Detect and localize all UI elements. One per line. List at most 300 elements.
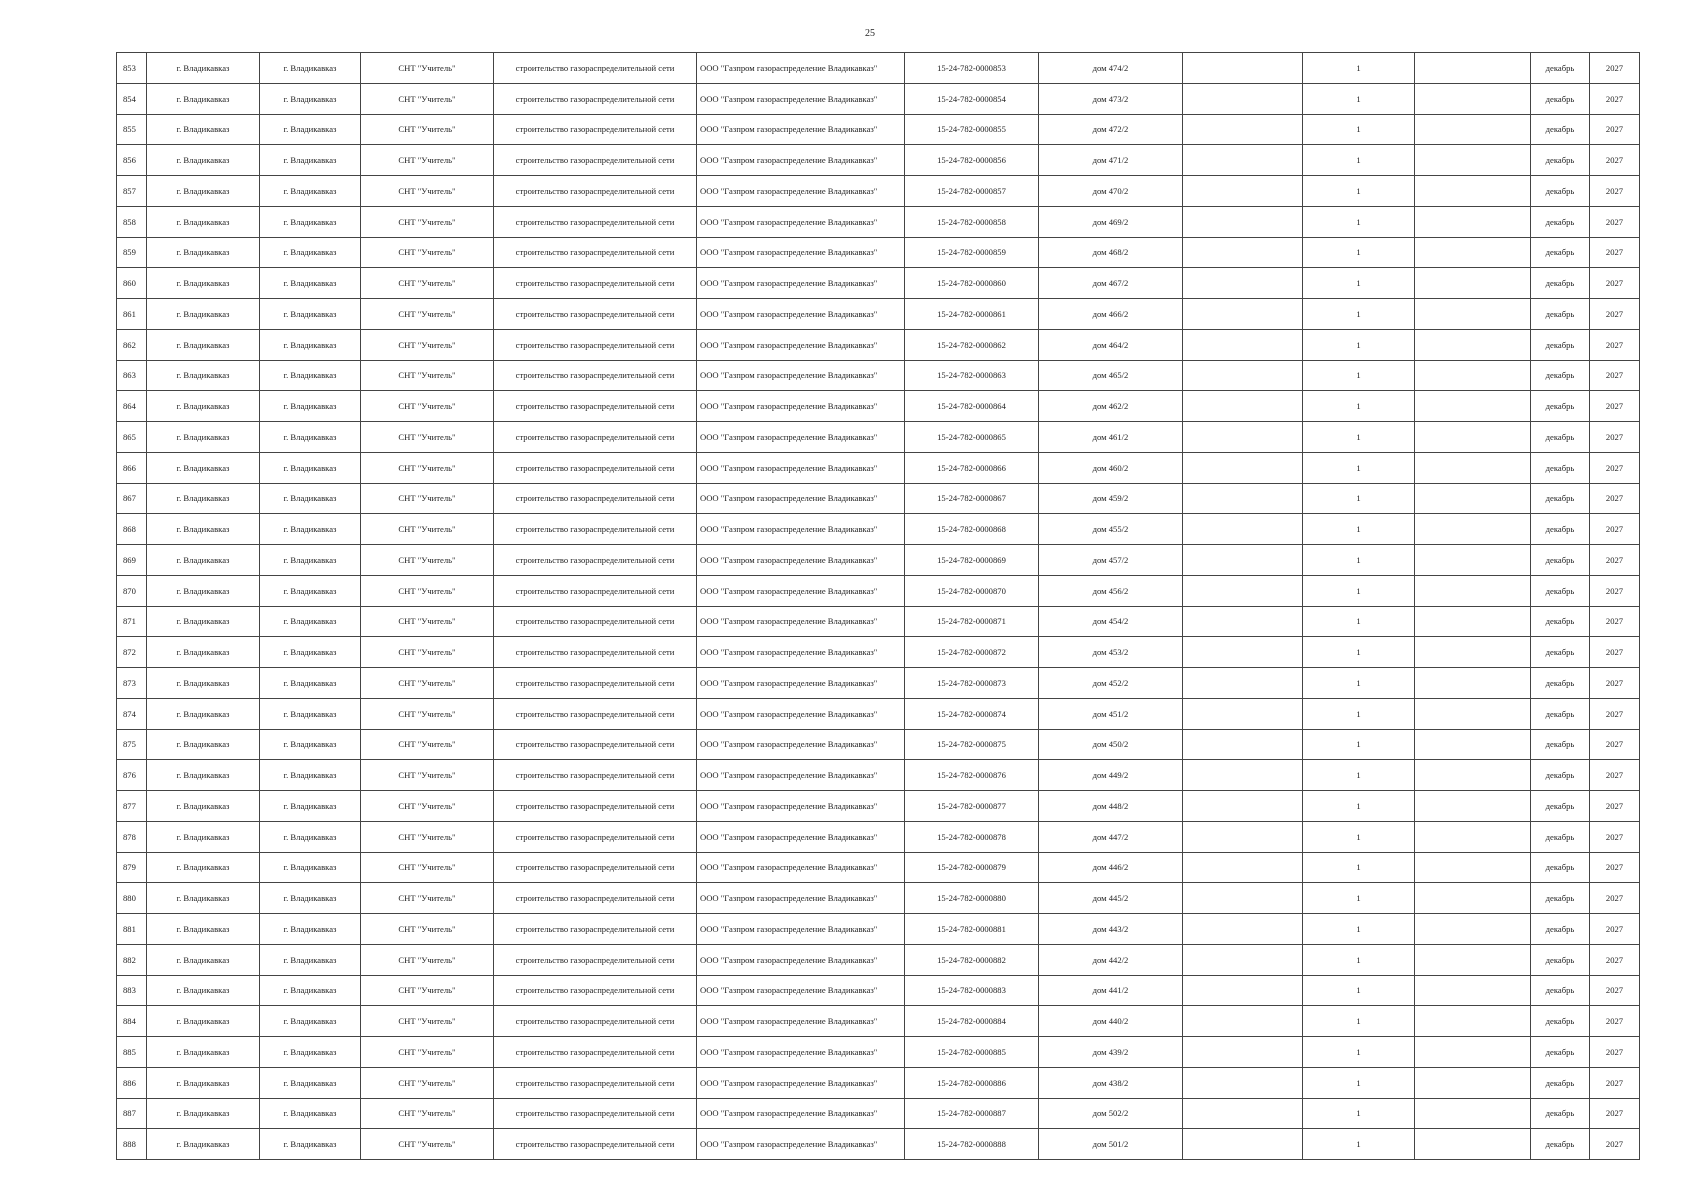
empty-cell <box>1183 1098 1303 1129</box>
quantity-cell: 1 <box>1303 760 1415 791</box>
address-cell: дом 502/2 <box>1039 1098 1183 1129</box>
settlement-cell: г. Владикавказ <box>260 1067 361 1098</box>
month-cell: декабрь <box>1531 1129 1590 1160</box>
month-cell: декабрь <box>1531 299 1590 330</box>
table-row <box>117 268 1640 299</box>
work-type-cell: строительство газораспределительной сети <box>494 760 697 791</box>
table-row <box>117 237 1640 268</box>
month-cell: декабрь <box>1531 729 1590 760</box>
row-number: 881 <box>117 914 147 945</box>
object-code-cell: 15-24-782-0000860 <box>905 268 1039 299</box>
month-cell: декабрь <box>1531 1006 1590 1037</box>
organization-cell: ООО "Газпром газораспределение Владикавказ" <box>697 422 905 453</box>
snt-cell: СНТ "Учитель" <box>361 975 494 1006</box>
empty-cell <box>1183 944 1303 975</box>
object-code-cell: 15-24-782-0000861 <box>905 299 1039 330</box>
settlement-cell: г. Владикавказ <box>260 176 361 207</box>
table-row <box>117 206 1640 237</box>
table-row <box>117 53 1640 84</box>
table-row <box>117 914 1640 945</box>
month-cell: декабрь <box>1531 422 1590 453</box>
city-cell: г. Владикавказ <box>147 145 260 176</box>
organization-cell: ООО "Газпром газораспределение Владикавказ" <box>697 914 905 945</box>
work-type-cell: строительство газораспределительной сети <box>494 975 697 1006</box>
row-number: 883 <box>117 975 147 1006</box>
city-cell: г. Владикавказ <box>147 1037 260 1068</box>
organization-cell: ООО "Газпром газораспределение Владикавказ" <box>697 852 905 883</box>
organization-cell: ООО "Газпром газораспределение Владикавказ" <box>697 483 905 514</box>
table-row <box>117 329 1640 360</box>
year-cell: 2027 <box>1590 760 1640 791</box>
month-cell: декабрь <box>1531 360 1590 391</box>
quantity-cell: 1 <box>1303 422 1415 453</box>
address-cell: дом 465/2 <box>1039 360 1183 391</box>
quantity-cell: 1 <box>1303 53 1415 84</box>
city-cell: г. Владикавказ <box>147 729 260 760</box>
empty-cell <box>1183 268 1303 299</box>
empty-cell <box>1415 852 1531 883</box>
empty-cell <box>1183 791 1303 822</box>
quantity-cell: 1 <box>1303 391 1415 422</box>
month-cell: декабрь <box>1531 821 1590 852</box>
quantity-cell: 1 <box>1303 852 1415 883</box>
address-cell: дом 468/2 <box>1039 237 1183 268</box>
table-row <box>117 975 1640 1006</box>
row-number: 856 <box>117 145 147 176</box>
organization-cell: ООО "Газпром газораспределение Владикавказ" <box>697 145 905 176</box>
snt-cell: СНТ "Учитель" <box>361 545 494 576</box>
row-number: 865 <box>117 422 147 453</box>
quantity-cell: 1 <box>1303 1098 1415 1129</box>
month-cell: декабрь <box>1531 329 1590 360</box>
settlement-cell: г. Владикавказ <box>260 391 361 422</box>
table-row <box>117 637 1640 668</box>
work-type-cell: строительство газораспределительной сети <box>494 1067 697 1098</box>
settlement-cell: г. Владикавказ <box>260 606 361 637</box>
work-type-cell: строительство газораспределительной сети <box>494 391 697 422</box>
object-code-cell: 15-24-782-0000871 <box>905 606 1039 637</box>
empty-cell <box>1183 575 1303 606</box>
object-code-cell: 15-24-782-0000872 <box>905 637 1039 668</box>
snt-cell: СНТ "Учитель" <box>361 53 494 84</box>
table-row <box>117 575 1640 606</box>
city-cell: г. Владикавказ <box>147 821 260 852</box>
snt-cell: СНТ "Учитель" <box>361 575 494 606</box>
quantity-cell: 1 <box>1303 975 1415 1006</box>
snt-cell: СНТ "Учитель" <box>361 391 494 422</box>
address-cell: дом 469/2 <box>1039 206 1183 237</box>
table-row <box>117 821 1640 852</box>
organization-cell: ООО "Газпром газораспределение Владикавказ" <box>697 53 905 84</box>
object-code-cell: 15-24-782-0000886 <box>905 1067 1039 1098</box>
address-cell: дом 456/2 <box>1039 575 1183 606</box>
settlement-cell: г. Владикавказ <box>260 360 361 391</box>
empty-cell <box>1183 637 1303 668</box>
year-cell: 2027 <box>1590 975 1640 1006</box>
city-cell: г. Владикавказ <box>147 53 260 84</box>
quantity-cell: 1 <box>1303 514 1415 545</box>
empty-cell <box>1415 176 1531 207</box>
month-cell: декабрь <box>1531 53 1590 84</box>
quantity-cell: 1 <box>1303 329 1415 360</box>
object-code-cell: 15-24-782-0000866 <box>905 452 1039 483</box>
snt-cell: СНТ "Учитель" <box>361 145 494 176</box>
month-cell: декабрь <box>1531 698 1590 729</box>
month-cell: декабрь <box>1531 514 1590 545</box>
organization-cell: ООО "Газпром газораспределение Владикавказ" <box>697 329 905 360</box>
row-number: 882 <box>117 944 147 975</box>
month-cell: декабрь <box>1531 237 1590 268</box>
row-number: 876 <box>117 760 147 791</box>
row-number: 878 <box>117 821 147 852</box>
empty-cell <box>1183 760 1303 791</box>
city-cell: г. Владикавказ <box>147 1098 260 1129</box>
city-cell: г. Владикавказ <box>147 575 260 606</box>
table-row <box>117 360 1640 391</box>
month-cell: декабрь <box>1531 575 1590 606</box>
work-type-cell: строительство газораспределительной сети <box>494 1129 697 1160</box>
snt-cell: СНТ "Учитель" <box>361 206 494 237</box>
address-cell: дом 474/2 <box>1039 53 1183 84</box>
row-number: 888 <box>117 1129 147 1160</box>
work-type-cell: строительство газораспределительной сети <box>494 944 697 975</box>
object-code-cell: 15-24-782-0000877 <box>905 791 1039 822</box>
snt-cell: СНТ "Учитель" <box>361 237 494 268</box>
snt-cell: СНТ "Учитель" <box>361 698 494 729</box>
empty-cell <box>1183 422 1303 453</box>
address-cell: дом 459/2 <box>1039 483 1183 514</box>
city-cell: г. Владикавказ <box>147 483 260 514</box>
year-cell: 2027 <box>1590 83 1640 114</box>
quantity-cell: 1 <box>1303 1037 1415 1068</box>
work-type-cell: строительство газораспределительной сети <box>494 852 697 883</box>
empty-cell <box>1183 299 1303 330</box>
row-number: 868 <box>117 514 147 545</box>
year-cell: 2027 <box>1590 268 1640 299</box>
address-cell: дом 451/2 <box>1039 698 1183 729</box>
city-cell: г. Владикавказ <box>147 422 260 453</box>
month-cell: декабрь <box>1531 176 1590 207</box>
snt-cell: СНТ "Учитель" <box>361 1037 494 1068</box>
work-type-cell: строительство газораспределительной сети <box>494 545 697 576</box>
quantity-cell: 1 <box>1303 237 1415 268</box>
work-type-cell: строительство газораспределительной сети <box>494 53 697 84</box>
year-cell: 2027 <box>1590 176 1640 207</box>
month-cell: декабрь <box>1531 1067 1590 1098</box>
quantity-cell: 1 <box>1303 637 1415 668</box>
table-row <box>117 944 1640 975</box>
table-row <box>117 1098 1640 1129</box>
empty-cell <box>1183 114 1303 145</box>
object-code-cell: 15-24-782-0000854 <box>905 83 1039 114</box>
settlement-cell: г. Владикавказ <box>260 53 361 84</box>
year-cell: 2027 <box>1590 729 1640 760</box>
row-number: 857 <box>117 176 147 207</box>
row-number: 863 <box>117 360 147 391</box>
empty-cell <box>1415 483 1531 514</box>
city-cell: г. Владикавказ <box>147 852 260 883</box>
snt-cell: СНТ "Учитель" <box>361 422 494 453</box>
month-cell: декабрь <box>1531 114 1590 145</box>
quantity-cell: 1 <box>1303 606 1415 637</box>
row-number: 864 <box>117 391 147 422</box>
snt-cell: СНТ "Учитель" <box>361 760 494 791</box>
table-row <box>117 483 1640 514</box>
settlement-cell: г. Владикавказ <box>260 145 361 176</box>
object-code-cell: 15-24-782-0000869 <box>905 545 1039 576</box>
row-number: 870 <box>117 575 147 606</box>
row-number: 853 <box>117 53 147 84</box>
row-number: 871 <box>117 606 147 637</box>
year-cell: 2027 <box>1590 1129 1640 1160</box>
year-cell: 2027 <box>1590 852 1640 883</box>
settlement-cell: г. Владикавказ <box>260 268 361 299</box>
month-cell: декабрь <box>1531 975 1590 1006</box>
snt-cell: СНТ "Учитель" <box>361 1098 494 1129</box>
settlement-cell: г. Владикавказ <box>260 575 361 606</box>
city-cell: г. Владикавказ <box>147 268 260 299</box>
empty-cell <box>1415 299 1531 330</box>
organization-cell: ООО "Газпром газораспределение Владикавказ" <box>697 514 905 545</box>
address-cell: дом 439/2 <box>1039 1037 1183 1068</box>
empty-cell <box>1415 329 1531 360</box>
month-cell: декабрь <box>1531 883 1590 914</box>
address-cell: дом 449/2 <box>1039 760 1183 791</box>
object-code-cell: 15-24-782-0000867 <box>905 483 1039 514</box>
settlement-cell: г. Владикавказ <box>260 237 361 268</box>
year-cell: 2027 <box>1590 668 1640 699</box>
object-code-cell: 15-24-782-0000884 <box>905 1006 1039 1037</box>
work-type-cell: строительство газораспределительной сети <box>494 329 697 360</box>
city-cell: г. Владикавказ <box>147 237 260 268</box>
year-cell: 2027 <box>1590 422 1640 453</box>
organization-cell: ООО "Газпром газораспределение Владикавказ" <box>697 821 905 852</box>
organization-cell: ООО "Газпром газораспределение Владикавказ" <box>697 1067 905 1098</box>
object-code-cell: 15-24-782-0000874 <box>905 698 1039 729</box>
quantity-cell: 1 <box>1303 1129 1415 1160</box>
settlement-cell: г. Владикавказ <box>260 760 361 791</box>
empty-cell <box>1183 852 1303 883</box>
empty-cell <box>1415 391 1531 422</box>
work-type-cell: строительство газораспределительной сети <box>494 1006 697 1037</box>
address-cell: дом 470/2 <box>1039 176 1183 207</box>
snt-cell: СНТ "Учитель" <box>361 299 494 330</box>
organization-cell: ООО "Газпром газораспределение Владикавказ" <box>697 698 905 729</box>
work-type-cell: строительство газораспределительной сети <box>494 83 697 114</box>
settlement-cell: г. Владикавказ <box>260 83 361 114</box>
city-cell: г. Владикавказ <box>147 206 260 237</box>
work-type-cell: строительство газораспределительной сети <box>494 575 697 606</box>
empty-cell <box>1415 1067 1531 1098</box>
organization-cell: ООО "Газпром газораспределение Владикавказ" <box>697 268 905 299</box>
month-cell: декабрь <box>1531 1098 1590 1129</box>
work-type-cell: строительство газораспределительной сети <box>494 360 697 391</box>
row-number: 862 <box>117 329 147 360</box>
empty-cell <box>1415 206 1531 237</box>
table-row <box>117 698 1640 729</box>
organization-cell: ООО "Газпром газораспределение Владикавказ" <box>697 360 905 391</box>
year-cell: 2027 <box>1590 883 1640 914</box>
row-number: 879 <box>117 852 147 883</box>
settlement-cell: г. Владикавказ <box>260 944 361 975</box>
work-type-cell: строительство газораспределительной сети <box>494 1037 697 1068</box>
object-code-cell: 15-24-782-0000878 <box>905 821 1039 852</box>
quantity-cell: 1 <box>1303 1067 1415 1098</box>
snt-cell: СНТ "Учитель" <box>361 1129 494 1160</box>
row-number: 874 <box>117 698 147 729</box>
organization-cell: ООО "Газпром газораспределение Владикавказ" <box>697 760 905 791</box>
work-type-cell: строительство газораспределительной сети <box>494 698 697 729</box>
snt-cell: СНТ "Учитель" <box>361 668 494 699</box>
month-cell: декабрь <box>1531 268 1590 299</box>
city-cell: г. Владикавказ <box>147 83 260 114</box>
empty-cell <box>1183 145 1303 176</box>
month-cell: декабрь <box>1531 1037 1590 1068</box>
work-type-cell: строительство газораспределительной сети <box>494 268 697 299</box>
empty-cell <box>1415 422 1531 453</box>
year-cell: 2027 <box>1590 206 1640 237</box>
table-row <box>117 883 1640 914</box>
organization-cell: ООО "Газпром газораспределение Владикавказ" <box>697 391 905 422</box>
empty-cell <box>1183 883 1303 914</box>
settlement-cell: г. Владикавказ <box>260 114 361 145</box>
address-cell: дом 457/2 <box>1039 545 1183 576</box>
year-cell: 2027 <box>1590 821 1640 852</box>
year-cell: 2027 <box>1590 914 1640 945</box>
empty-cell <box>1415 975 1531 1006</box>
object-code-cell: 15-24-782-0000882 <box>905 944 1039 975</box>
snt-cell: СНТ "Учитель" <box>361 606 494 637</box>
organization-cell: ООО "Газпром газораспределение Владикавказ" <box>697 637 905 668</box>
empty-cell <box>1415 668 1531 699</box>
month-cell: декабрь <box>1531 637 1590 668</box>
settlement-cell: г. Владикавказ <box>260 791 361 822</box>
work-type-cell: строительство газораспределительной сети <box>494 606 697 637</box>
work-type-cell: строительство газораспределительной сети <box>494 883 697 914</box>
empty-cell <box>1183 1129 1303 1160</box>
address-cell: дом 441/2 <box>1039 975 1183 1006</box>
empty-cell <box>1415 606 1531 637</box>
empty-cell <box>1183 176 1303 207</box>
month-cell: декабрь <box>1531 452 1590 483</box>
year-cell: 2027 <box>1590 360 1640 391</box>
empty-cell <box>1415 760 1531 791</box>
settlement-cell: г. Владикавказ <box>260 1006 361 1037</box>
empty-cell <box>1415 821 1531 852</box>
empty-cell <box>1183 1006 1303 1037</box>
empty-cell <box>1183 975 1303 1006</box>
table-body <box>117 53 1640 1160</box>
snt-cell: СНТ "Учитель" <box>361 360 494 391</box>
table-row <box>117 791 1640 822</box>
row-number: 858 <box>117 206 147 237</box>
empty-cell <box>1415 883 1531 914</box>
object-code-cell: 15-24-782-0000879 <box>905 852 1039 883</box>
quantity-cell: 1 <box>1303 575 1415 606</box>
city-cell: г. Владикавказ <box>147 114 260 145</box>
month-cell: декабрь <box>1531 668 1590 699</box>
row-number: 887 <box>117 1098 147 1129</box>
city-cell: г. Владикавказ <box>147 698 260 729</box>
month-cell: декабрь <box>1531 914 1590 945</box>
empty-cell <box>1415 698 1531 729</box>
quantity-cell: 1 <box>1303 914 1415 945</box>
quantity-cell: 1 <box>1303 698 1415 729</box>
settlement-cell: г. Владикавказ <box>260 299 361 330</box>
quantity-cell: 1 <box>1303 668 1415 699</box>
settlement-cell: г. Владикавказ <box>260 975 361 1006</box>
object-code-cell: 15-24-782-0000883 <box>905 975 1039 1006</box>
settlement-cell: г. Владикавказ <box>260 1037 361 1068</box>
year-cell: 2027 <box>1590 237 1640 268</box>
row-number: 873 <box>117 668 147 699</box>
settlement-cell: г. Владикавказ <box>260 422 361 453</box>
snt-cell: СНТ "Учитель" <box>361 514 494 545</box>
city-cell: г. Владикавказ <box>147 944 260 975</box>
work-type-cell: строительство газораспределительной сети <box>494 422 697 453</box>
empty-cell <box>1415 791 1531 822</box>
empty-cell <box>1183 668 1303 699</box>
empty-cell <box>1415 729 1531 760</box>
object-code-cell: 15-24-782-0000853 <box>905 53 1039 84</box>
month-cell: декабрь <box>1531 791 1590 822</box>
year-cell: 2027 <box>1590 114 1640 145</box>
table-row <box>117 545 1640 576</box>
organization-cell: ООО "Газпром газораспределение Владикавказ" <box>697 176 905 207</box>
table-row <box>117 452 1640 483</box>
address-cell: дом 438/2 <box>1039 1067 1183 1098</box>
work-type-cell: строительство газораспределительной сети <box>494 483 697 514</box>
organization-cell: ООО "Газпром газораспределение Владикавказ" <box>697 114 905 145</box>
organization-cell: ООО "Газпром газораспределение Владикавказ" <box>697 668 905 699</box>
table-row <box>117 760 1640 791</box>
quantity-cell: 1 <box>1303 268 1415 299</box>
organization-cell: ООО "Газпром газораспределение Владикавказ" <box>697 883 905 914</box>
object-code-cell: 15-24-782-0000855 <box>905 114 1039 145</box>
empty-cell <box>1183 606 1303 637</box>
city-cell: г. Владикавказ <box>147 176 260 207</box>
empty-cell <box>1415 452 1531 483</box>
work-type-cell: строительство газораспределительной сети <box>494 176 697 207</box>
month-cell: декабрь <box>1531 606 1590 637</box>
settlement-cell: г. Владикавказ <box>260 329 361 360</box>
settlement-cell: г. Владикавказ <box>260 452 361 483</box>
row-number: 869 <box>117 545 147 576</box>
empty-cell <box>1183 729 1303 760</box>
snt-cell: СНТ "Учитель" <box>361 852 494 883</box>
year-cell: 2027 <box>1590 391 1640 422</box>
row-number: 880 <box>117 883 147 914</box>
object-code-cell: 15-24-782-0000885 <box>905 1037 1039 1068</box>
month-cell: декабрь <box>1531 944 1590 975</box>
object-code-cell: 15-24-782-0000858 <box>905 206 1039 237</box>
table-row <box>117 391 1640 422</box>
object-code-cell: 15-24-782-0000865 <box>905 422 1039 453</box>
address-cell: дом 446/2 <box>1039 852 1183 883</box>
snt-cell: СНТ "Учитель" <box>361 176 494 207</box>
year-cell: 2027 <box>1590 791 1640 822</box>
address-cell: дом 442/2 <box>1039 944 1183 975</box>
empty-cell <box>1415 83 1531 114</box>
work-type-cell: строительство газораспределительной сети <box>494 299 697 330</box>
table-row <box>117 1067 1640 1098</box>
year-cell: 2027 <box>1590 575 1640 606</box>
organization-cell: ООО "Газпром газораспределение Владикавказ" <box>697 206 905 237</box>
row-number: 866 <box>117 452 147 483</box>
address-cell: дом 466/2 <box>1039 299 1183 330</box>
city-cell: г. Владикавказ <box>147 452 260 483</box>
city-cell: г. Владикавказ <box>147 514 260 545</box>
